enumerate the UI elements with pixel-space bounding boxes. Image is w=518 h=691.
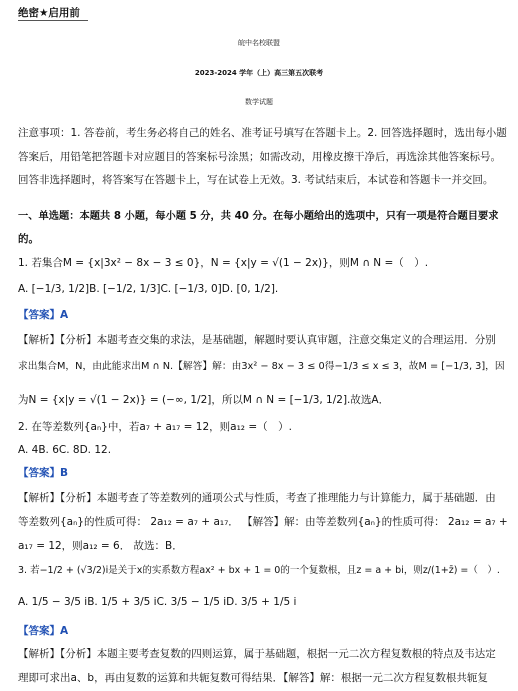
q3-analysis-line: 【解析】【分析】本题主要考查复数的四则运算，属于基础题，根据一元二次方程复数根的特点及韦达定 xyxy=(18,648,496,660)
q1-analysis-line: 【解析】【分析】本题考查交集的求法，是基础题，解题时要认真审题，注意交集定义的合理运用．分别 xyxy=(18,334,496,346)
section-heading-cont: 的。 xyxy=(18,233,39,245)
exam-title: 2023-2024 学年（上）高三第五次联考 xyxy=(194,69,324,77)
q3-analysis-line: 理即可求出a、b，再由复数的运算和共轭复数可得结果．【解答】解：根据一元二次方程复数根共轭复 xyxy=(18,672,488,684)
subject-title: 数学试题 xyxy=(245,98,273,106)
q1-analysis-line: 求出集合M，N，由此能求出M ∩ N.【解答】解：由3x² − 8x − 3 ≤ 0得−1/3 ≤ x ≤ 3，故M = [−1/3, 3]，因 xyxy=(18,361,505,372)
q1-answer: 【答案】A xyxy=(18,309,69,321)
org-title: 皖中名校联盟 xyxy=(238,39,280,47)
section-heading: 一、单选题：本题共 8 小题，每小题 5 分，共 40 分。在每小题给出的选项中，只有一项是符合题目要求 xyxy=(18,210,499,222)
secret-underline xyxy=(18,20,88,21)
q2-analysis-line: 【解析】【分析】本题考查了等差数列的通项公式与性质，考查了推理能力与计算能力，属于基础题．由 xyxy=(18,492,496,504)
q3-options: A. 1/5 − 3/5 iB. 1/5 + 3/5 iC. 3/5 − 1/5 iD. 3/5 + 1/5 i xyxy=(18,596,297,608)
q1-options: A. [−1/3, 1/2]B. [−1/2, 1/3]C. [−1/3, 0]D. [0, 1/2]. xyxy=(18,283,279,295)
q2-options: A. 4B. 6C. 8D. 12. xyxy=(18,444,112,456)
notice-line: 注意事项：1. 答卷前，考生务必将自己的姓名、准考证号填写在答题卡上。2. 回答选择题时，选出每小题 xyxy=(18,127,507,139)
q1-analysis-line: 为N = {x|y = √(1 − 2x)} = (−∞, 1/2]，所以M ∩ N = [−1/3, 1/2].故选A． xyxy=(18,394,390,406)
q2-stem: 2. 在等差数列{aₙ}中，若a₇ + a₁₇ = 12，则a₁₂ =（ ）. xyxy=(18,421,292,433)
q3-stem: 3. 若−1/2 + (√3/2)i是关于x的实系数方程ax² + bx + 1 = 0的一个复数根，且z = a + bi，则z/(1+z̄) =（ ）. xyxy=(18,565,500,576)
q2-analysis-line: a₁₇ = 12，则a₁₂ = 6． 故选：B． xyxy=(18,540,183,552)
secret-label: 绝密★启用前 xyxy=(18,7,80,19)
q3-answer: 【答案】A xyxy=(18,625,69,637)
q2-answer: 【答案】B xyxy=(18,467,69,479)
q2-analysis-line: 等差数列{aₙ}的性质可得： 2a₁₂ = a₇ + a₁₇． 【解答】解：由等差数列{aₙ}的性质可得： 2a₁₂ = a₇ + xyxy=(18,516,508,528)
notice-line: 答案后，用铅笔把答题卡对应题目的答案标号涂黑；如需改动，用橡皮擦干净后，再选涂其他答案标号。 xyxy=(18,151,501,163)
q1-stem: 1. 若集合M = {x|3x² − 8x − 3 ≤ 0}，N = {x|y = √(1 − 2x)}，则M ∩ N =（ ）. xyxy=(18,257,429,269)
notice-line: 回答非选择题时，将答案写在答题卡上，写在试卷上无效。3. 考试结束后，本试卷和答题卡一并交回。 xyxy=(18,174,494,186)
